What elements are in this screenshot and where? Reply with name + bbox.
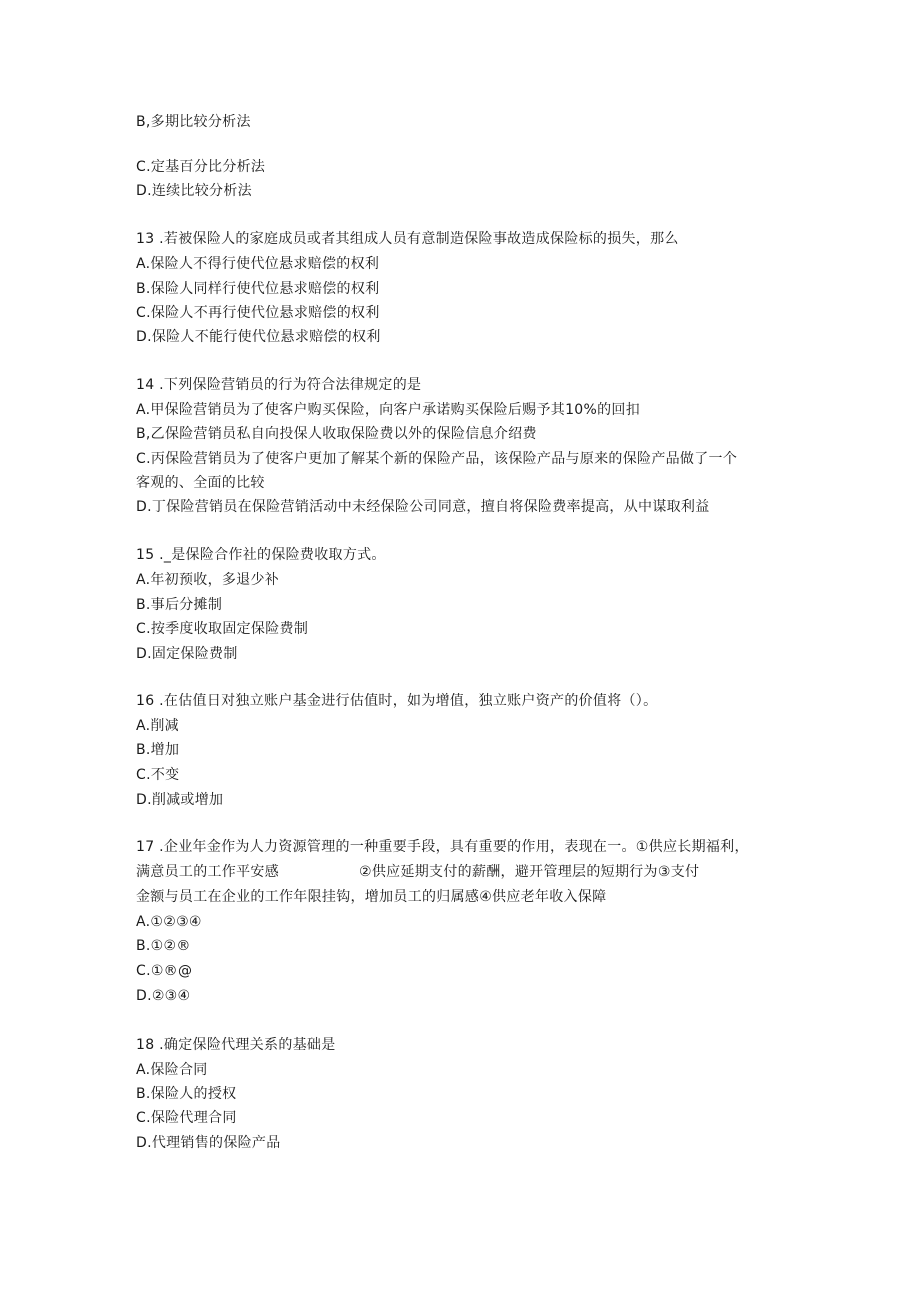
- question-17-stem-line1: 17 .企业年金作为人力资源管理的一种重要手段，具有重要的作用，表现在一。①供应长期福利，: [136, 839, 749, 855]
- option-b: B.保险人的授权: [136, 1086, 237, 1102]
- option-c: C.保险代理合同: [136, 1110, 237, 1126]
- option-c: C.不变: [136, 767, 180, 783]
- option-c: C.①®@: [136, 963, 193, 979]
- option-a: A.甲保险营销员为了使客户购买保险，向客户承诺购买保险后赐予其10%的回扣: [136, 402, 640, 418]
- question-15-stem: 15 ._是保险合作社的保险费收取方式。: [136, 547, 386, 563]
- option-d: D.丁保险营销员在保险营销活动中未经保险公司同意，擅自将保险费率提高，从中谋取利益: [136, 499, 710, 515]
- option-b: B.事后分摊制: [136, 597, 223, 613]
- option-b: B,乙保险营销员私自向投保人收取保险费以外的保险信息介绍费: [136, 426, 537, 442]
- option-c: C.丙保险营销员为了使客户更加了解某个新的保险产品，该保险产品与原来的保险产品做了一个: [136, 451, 738, 467]
- option-c: C.保险人不再行使代位悬求赔偿的权利: [136, 305, 380, 321]
- option-a: A.保险合同: [136, 1062, 208, 1078]
- option-d: D.削减或增加: [136, 792, 224, 808]
- question-16-stem: 16 .在估值日对独立账户基金进行估值时，如为增值，独立账户资产的价值将（）。: [136, 693, 658, 709]
- option-b: B.保险人同样行使代位悬求赔偿的权利: [136, 281, 380, 297]
- option-b: B.①②®: [136, 938, 191, 954]
- option-c-continued: 客观的、全面的比较: [136, 475, 265, 491]
- question-17-stem-line3: 金额与员工在企业的工作年限挂钩，增加员工的归属感④供应老年收入保障: [136, 889, 607, 905]
- option-d: D.保险人不能行使代位悬求赔偿的权利: [136, 329, 381, 345]
- option-b: B,多期比较分析法: [136, 114, 251, 130]
- option-c: C.按季度收取固定保险费制: [136, 621, 309, 637]
- option-a: A.年初预收，多退少补: [136, 572, 280, 588]
- question-17-stem-line2-part1: 满意员工的工作平安感: [136, 864, 279, 880]
- option-b: B.增加: [136, 742, 180, 758]
- question-14-stem: 14 .下列保险营销员的行为符合法律规定的是: [136, 377, 422, 393]
- question-17-stem-line2: [136, 862, 699, 882]
- option-d: D.代理销售的保险产品: [136, 1135, 281, 1151]
- option-a: A.①②③④: [136, 914, 202, 930]
- question-17-stem-line2-part2: ②供应延期支付的薪酬，避开管理层的短期行为③支付: [359, 864, 700, 880]
- option-d: D.连续比较分析法: [136, 183, 252, 199]
- option-a: A.保险人不得行使代位悬求赔偿的权利: [136, 256, 380, 272]
- question-18-stem: 18 .确定保险代理关系的基础是: [136, 1037, 336, 1053]
- option-c: C.定基百分比分析法: [136, 159, 266, 175]
- option-a: A.削减: [136, 718, 179, 734]
- question-13-stem: 13 .若被保险人的家庭成员或者其组成人员有意制造保险事故造成保险标的损失，那么: [136, 231, 679, 247]
- option-d: D.固定保险费制: [136, 646, 238, 662]
- option-d: D.②③④: [136, 988, 191, 1004]
